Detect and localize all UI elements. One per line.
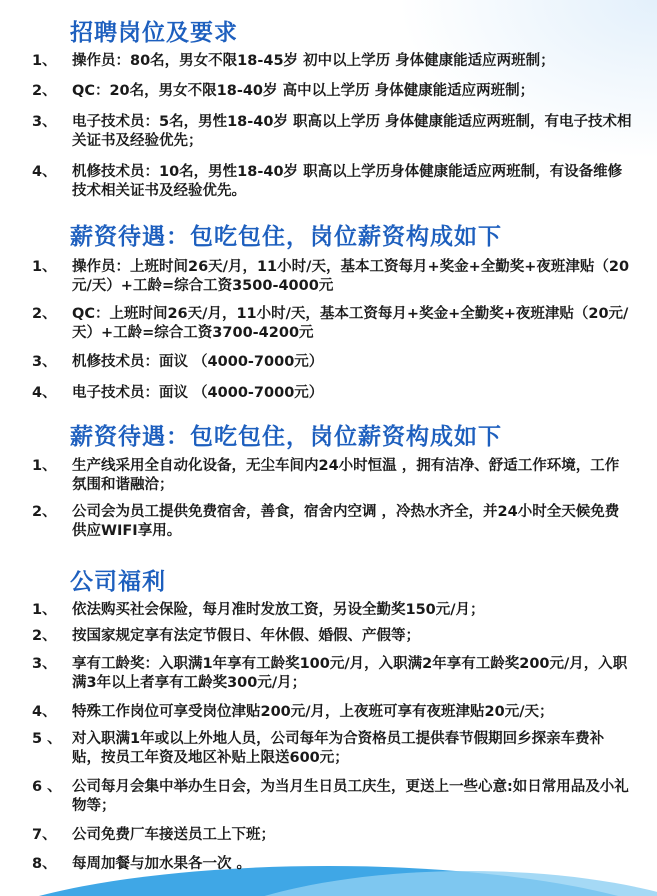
- section-title-salary: 薪资待遇：包吃包住，岗位薪资构成如下: [70, 224, 502, 250]
- list-item: 7、 公司免费厂车接送员工上下班；: [32, 827, 275, 843]
- list-item: 3、 享有工龄奖：入职满1年享有工龄奖100元/月，入职满2年享有工龄奖200元/月，入职满3年以上者享有工龄奖300元/月；: [32, 656, 628, 691]
- section-title-positions: 招聘岗位及要求: [70, 20, 238, 46]
- list-item: 4、 机修技术员：10名，男性18-40岁 职高以上学历身体健康能适应两班制，有设备维修技术相关证书及经验优先。: [32, 164, 623, 199]
- list-item: 8、 每周加餐与加水果各一次 。: [32, 856, 252, 872]
- list-item: 1、 依法购买社会保险，每月准时发放工资，另设全勤奖150元/月；: [32, 602, 485, 618]
- list-item: 1、 生产线采用全自动化设备，无尘车间内24小时恒温 ，拥有洁净、舒适工作环境，工作氛围和谐融洽；: [32, 458, 620, 493]
- section-title-benefits: 公司福利: [70, 569, 166, 595]
- list-item: 1、 操作员：上班时间26天/月，11小时/天，基本工资每月+奖金+全勤奖+夜班津贴（20元/天）+工龄=综合工资3500-4000元: [32, 259, 630, 294]
- list-item: 2、 QC：20名，男女不限18-40岁 高中以上学历 身体健康能适应两班制；: [32, 83, 535, 99]
- list-item: 1、 操作员：80名，男女不限18-45岁 初中以上学历 身体健康能适应两班制；: [32, 53, 555, 69]
- list-item: 2、 公司会为员工提供免费宿舍，善食，宿舍内空调 ，冷热水齐全，并24小时全天候免费供应WIFI享用。: [32, 504, 620, 539]
- list-item: 2、 QC：上班时间26天/月，11小时/天，基本工资每月+奖金+全勤奖+夜班津贴（20元/天）+工龄=综合工资3700-4200元: [32, 306, 629, 341]
- section-title-environment: 薪资待遇：包吃包住，岗位薪资构成如下: [70, 424, 502, 450]
- list-item: 5 、 对入职满1年或以上外地人员，公司每年为合资格员工提供春节假期回乡探亲车费补贴，按员工年资及地区补贴上限送600元；: [32, 731, 605, 766]
- list-item: 4、 特殊工作岗位可享受岗位津贴200元/月，上夜班可享有夜班津贴20元/天；: [32, 704, 554, 720]
- list-item: 3、 机修技术员：面议 （4000-7000元）: [32, 354, 324, 370]
- list-item: 6 、 公司每月会集中举办生日会，为当月生日员工庆生，更送上一些心意:如日常用品及小礼物等；: [32, 779, 629, 814]
- list-item: 4、 电子技术员：面议 （4000-7000元）: [32, 385, 324, 401]
- list-item: 3、 电子技术员：5名，男性18-40岁 职高以上学历 身体健康能适应两班制，有电子技术相关证书及经验优先；: [32, 114, 632, 149]
- list-item: 2、 按国家规定享有法定节假日、年休假、婚假、产假等；: [32, 628, 420, 644]
